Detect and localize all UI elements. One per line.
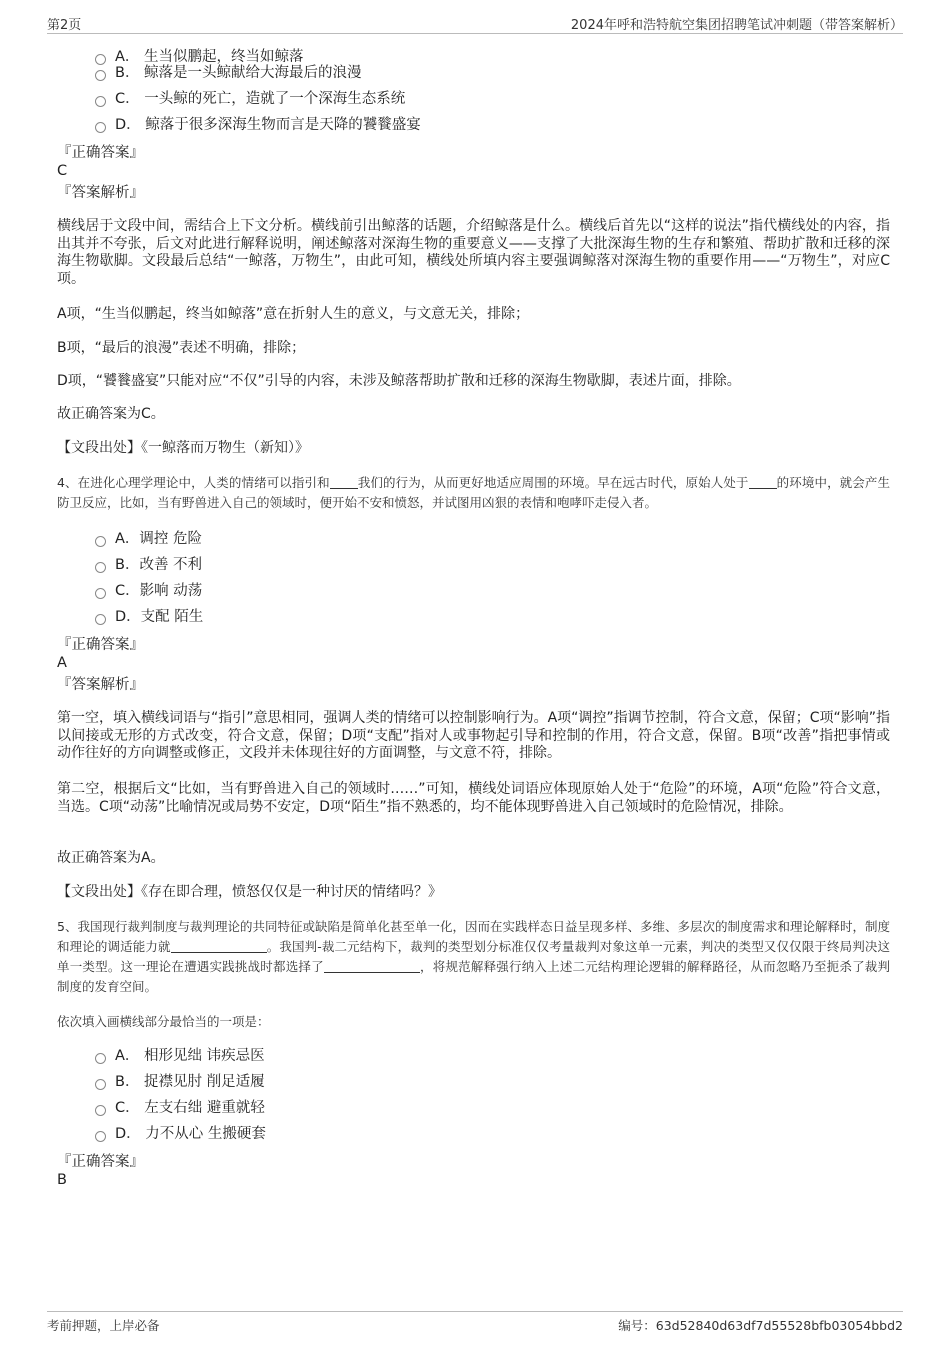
q3-option-a[interactable]: A． 生当似鹏起，终当如鲸落: [95, 47, 304, 67]
radio-icon[interactable]: [95, 1105, 106, 1116]
page-footer: [47, 1311, 903, 1338]
footer-slogan: 考前押题，上岸必备: [47, 1318, 160, 1333]
radio-icon[interactable]: [95, 70, 106, 81]
q4-analysis-label: 『答案解析』: [57, 677, 144, 693]
q4-conclusion: 故正确答案为A。: [57, 850, 165, 866]
radio-icon[interactable]: [95, 588, 106, 599]
document-title: 2024年呼和浩特航空集团招聘笔试冲刺题（带答案解析）: [570, 18, 903, 33]
q4-option-c[interactable]: C．影响 动荡: [95, 581, 202, 601]
radio-icon[interactable]: [95, 122, 106, 133]
radio-icon[interactable]: [95, 96, 106, 107]
radio-icon[interactable]: [95, 1131, 106, 1142]
page-header: [47, 12, 903, 34]
fill-blank: [171, 939, 267, 953]
q3-option-d[interactable]: D． 鲸落于很多深海生物而言是天降的饕餮盛宴: [95, 115, 421, 135]
q3-source: 【文段出处】《一鲸落而万物生（新知）》: [57, 440, 309, 456]
q4-analysis-para-2: 第二空，根据后文“比如，当有野兽进入自己的领域时……”可知，横线处词语应体现原始人处于“危险”的环境，A项“危险”符合文意，当选。C项“动荡”比喻情况或局势不安定，D项“陌生”指不熟悉的，均不能体现野兽进入自己领域时的危险情况，排除。: [57, 781, 890, 815]
radio-icon[interactable]: [95, 614, 106, 625]
q4-analysis-para-1: 第一空，填入横线词语与“指引”意思相同，强调人类的情绪可以控制影响行为。A项“调控”指调节控制，符合文意，保留；C项“影响”指以间接或无形的方式改变，符合文意，保留；D项“支配”指对人或事物起引导和控制的作用，符合文意，保留。B项“改善”指把事情或动作往好的方向调整或修正，文段并未体现往好的方面调整，与文意不符，排除。: [57, 710, 890, 761]
q3-answer: C: [57, 163, 68, 179]
q4-option-d[interactable]: D．支配 陌生: [95, 607, 203, 627]
q3-analysis-label: 『答案解析』: [57, 185, 144, 201]
q4-source: 【文段出处】《存在即合理，愤怒仅仅是一种讨厌的情绪吗？》: [57, 884, 442, 900]
q3-analysis-para-2: A项，“生当似鹏起，终当如鲸落”意在折射人生的意义，与文意无关，排除；: [57, 306, 530, 322]
radio-icon[interactable]: [95, 562, 106, 573]
q5-prompt: 依次填入画横线部分最恰当的一项是：: [57, 1014, 270, 1029]
q5-question: 5、我国现行裁判制度与裁判理论的共同特征或缺陷是简单化甚至单一化，因而在实践样态日益呈现多样、多维、多层次的制度需求和理论解释时，制度和理论的调适能力就 。我国判-裁二元结构下，裁判的类型划分标准仅仅考量裁判对象这单一元素，判决的类型又仅仅限于终局判决这单一类型。这一理论在遭遇实践挑战时都选择了 ，将规范解释强行纳入上述二元结构理论逻辑的解释路径，从而忽略乃至扼杀了裁判制度的发育空间。: [57, 919, 890, 994]
q4-option-a[interactable]: A．调控 危险: [95, 529, 202, 549]
q5-option-c[interactable]: C． 左支右绌 避重就轻: [95, 1098, 265, 1118]
fill-blank: [330, 475, 358, 489]
radio-icon[interactable]: [95, 536, 106, 547]
q4-answer: A: [57, 655, 67, 671]
q5-answer: B: [57, 1172, 67, 1188]
fill-blank: [749, 475, 777, 489]
q3-option-c[interactable]: C． 一头鲸的死亡，造就了一个深海生态系统: [95, 89, 405, 109]
q4-answer-label: 『正确答案』: [57, 637, 144, 653]
q5-answer-label: 『正确答案』: [57, 1154, 144, 1170]
q5-option-b[interactable]: B． 捉襟见肘 削足适履: [95, 1072, 265, 1092]
radio-icon[interactable]: [95, 1053, 106, 1064]
q3-analysis-para-1: 横线居于文段中间，需结合上下文分析。横线前引出鲸落的话题，介绍鲸落是什么。横线后首先以“这样的说法”指代横线处的内容，指出其并不夸张，后文对此进行解释说明，阐述鲸落对深海生物的重要意义——支撑了大批深海生物的生存和繁殖、帮助扩散和迁移的深海生物歇脚。文段最后总结“一鲸落，万物生”，由此可知，横线处所填内容主要强调鲸落对深海生物的重要作用——“万物生”，对应C项。: [57, 218, 890, 287]
q3-analysis-para-4: D项，“饕餮盛宴”只能对应“不仅”引导的内容，未涉及鲸落帮助扩散和迁移的深海生物歇脚，表述片面，排除。: [57, 373, 741, 389]
q3-conclusion: 故正确答案为C。: [57, 406, 165, 422]
q5-option-d[interactable]: D． 力不从心 生搬硬套: [95, 1124, 266, 1144]
page-number: 第2页: [47, 18, 82, 33]
q3-option-b[interactable]: B． 鲸落是一头鲸献给大海最后的浪漫: [95, 63, 362, 83]
q4-question: 4、在进化心理学理论中，人类的情绪可以指引和 我们的行为，从而更好地适应周围的环境。早在远古时代，原始人处于 的环境中，就会产生防卫反应，比如，当有野兽进入自己的领域时，便开始不安和愤怒，并试图用凶狠的表情和咆哮吓走侵入者。: [57, 475, 890, 510]
fill-blank: [324, 959, 420, 973]
q4-option-b[interactable]: B．改善 不利: [95, 555, 202, 575]
document-id: 编号：63d52840d63df7d55528bfb03054bbd2: [618, 1318, 903, 1333]
q3-answer-label: 『正确答案』: [57, 145, 144, 161]
q5-option-a[interactable]: A． 相形见绌 讳疾忌医: [95, 1046, 265, 1066]
radio-icon[interactable]: [95, 1079, 106, 1090]
q3-analysis-para-3: B项，“最后的浪漫”表述不明确，排除；: [57, 340, 306, 356]
